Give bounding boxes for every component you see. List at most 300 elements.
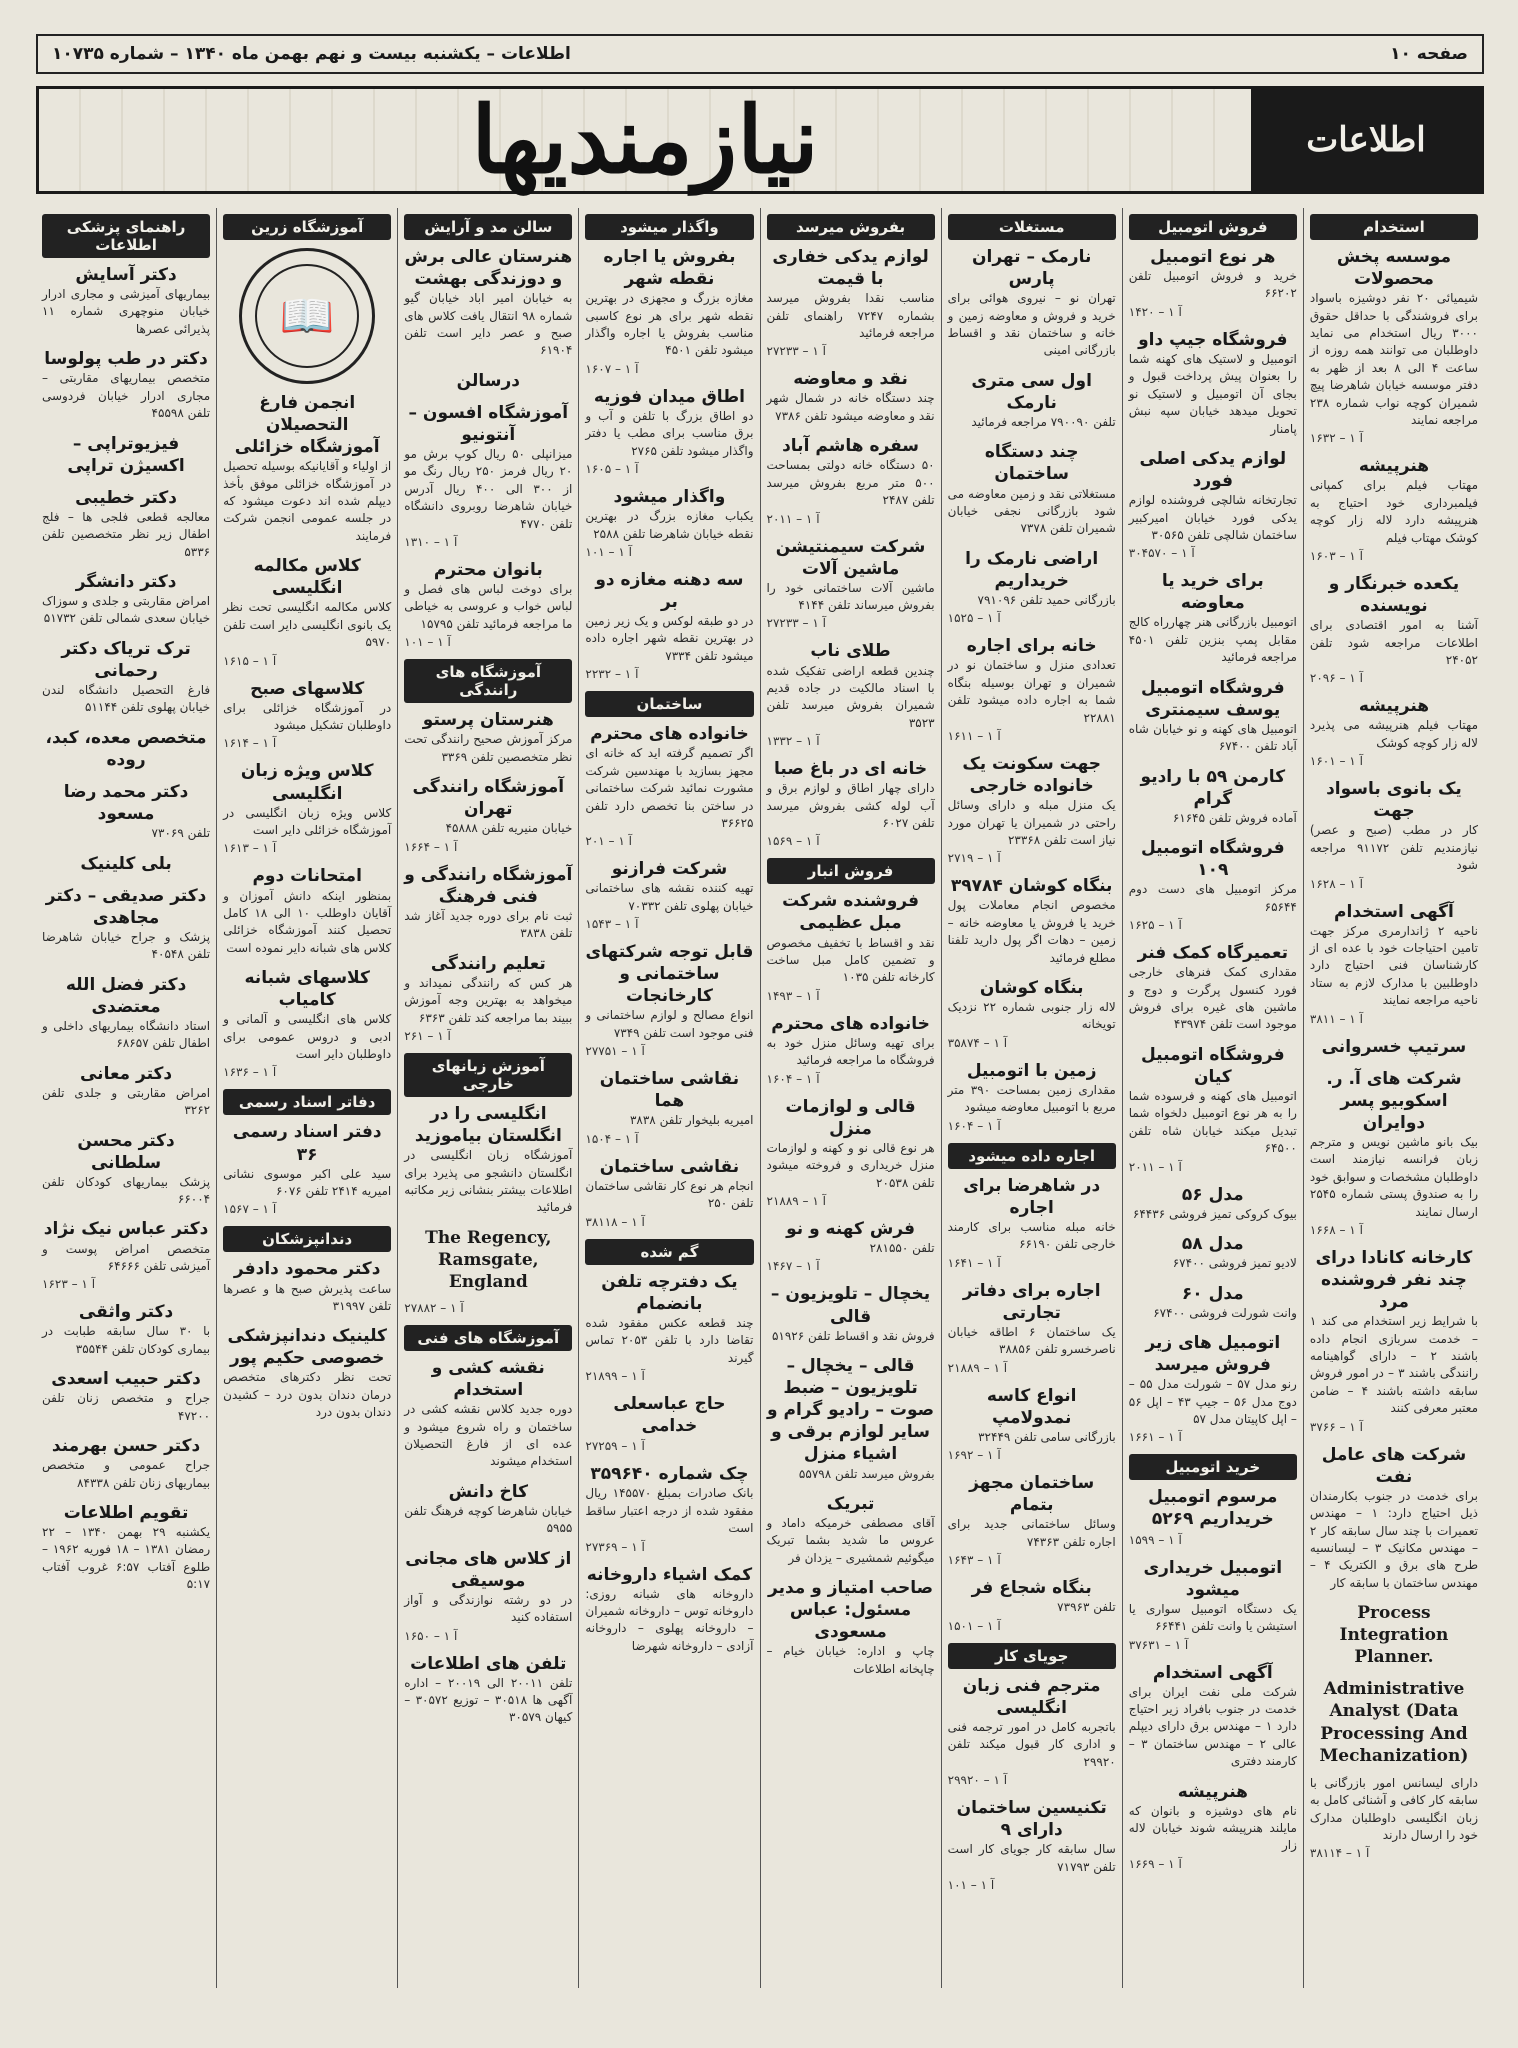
classified-ad [948,1175,1116,1270]
column-2 [1122,208,1303,1988]
ad-body: برای خدمت در جنوب بکارمندان ذیل احتیاج دارد: ۱ – مهندس تعمیرات با چند سال سابقه کار ۲ – مهندس مکانیک ۳ – لیسانسیه طرح های برق و الکتریک ۴ – مهندس ساختمان با سابقه کار [1309,1488,1478,1590]
classified-ad [1310,1444,1478,1593]
ad-reference: ۲۱۸۸۹ – آ ۱ [947,1360,1008,1375]
ad-body: بیوک کروکی تمیز فروشی ۶۴۴۳۶ [1132,1206,1297,1221]
ad-reference: ۱۶۲۳ – آ ۱ [42,1277,96,1292]
classified-ad [404,1103,572,1217]
ad-reference: ۲۷۱۹ – آ ۱ [947,851,1001,866]
ad-body: دوره جدید کلاس نقشه کشی در ساختمان و راه شروع میشود و عده ای از فارغ التحصیلان استخدام میشوند [404,1402,573,1469]
classified-ad [1310,455,1478,563]
ad-reference: ۲۰۹۶ – آ ۱ [1309,671,1363,686]
ad-title: تقویم اطلاعات [63,1502,189,1523]
ad-title: اراضی نارمک را خریداریم [965,548,1099,591]
ad-title: دفتر اسناد رسمی ۳۶ [232,1122,382,1165]
ad-body: مخصوص انجام معاملات پول خرید یا فروش یا معاوضه خانه – زمین – دهات اگر پول دارید تلفنا مطلع فرمائید [947,898,1116,965]
ad-title: فروشگاه اتومبیل یوسف سیمنتری [1140,677,1285,720]
classified-ad [1310,695,1478,768]
ad-title: فیزیوتراپی – اکسیژن تراپی [67,433,185,476]
section-heading: خرید اتومبیل [1129,1454,1297,1480]
ad-title: حاج عباسعلی خدامی [613,1394,726,1437]
ad-title: بنگاه شجاع فر [971,1578,1092,1599]
ad-body: تلفن ۷۳۹۶۳ [1057,1600,1116,1615]
classified-ad [42,264,210,338]
ad-title: Process Integration Planner. [1339,1603,1449,1668]
classified-ad [585,1068,753,1146]
ad-reference: ۳۵۸۷۴ – آ ۱ [947,1035,1008,1050]
ad-body: اتومبیل بازرگانی هنر چهارراه کالج مقابل پمپ بنزین تلفن ۴۵۰۱ مراجعه فرمائید [1128,615,1297,665]
classified-ad [404,559,572,649]
ad-reference: ۱۵۲۵ – آ ۱ [947,611,1001,626]
classified-ad [1310,1247,1478,1434]
column-3 [941,208,1122,1988]
ad-title: واگذار میشود [613,487,726,508]
column-1 [1303,208,1484,1988]
classified-ad [948,246,1116,360]
section-heading: آموزشگاه زرین [223,214,391,240]
ad-reference: ۱۵۹۹ – آ ۱ [1128,1532,1182,1547]
classified-ad [1310,573,1478,685]
ad-body: دارای لیسانس امور بازرگانی با سابقه کار کافی و آشنائی کامل به زبان انگلیسی داوطلبان مدارک خود را ارسال دارند [1309,1775,1478,1842]
classified-ad [767,1218,935,1273]
classified-ad [404,1548,572,1643]
classified-ad [223,865,391,957]
classified-ad [42,1502,210,1594]
section-heading: اجاره داده میشود [948,1143,1116,1169]
ad-body: بازرگانی حمید تلفن ۷۹۱۰۹۶ [977,592,1116,607]
ad-reference: ۱۶۹۲ – آ ۱ [947,1448,1001,1463]
ad-reference: ۱۶۶۴ – آ ۱ [404,839,458,854]
classified-ad [1129,246,1297,319]
ad-body: اتومبیل های کهنه و نو خیابان شاه آباد تلفن ۶۷۴۰۰ [1128,721,1297,754]
column-5 [578,208,759,1988]
ad-body: خیابان منیریه تلفن ۴۵۸۸۸ [445,821,573,836]
classified-ad [404,1481,572,1538]
ad-body: چند قطعه عکس مفقود شده تقاضا دارد با تلفن ۲۰۵۳ تماس گیرند [585,1315,754,1365]
ad-title: شرکت سیمنتیشن ماشین آلات [775,536,926,579]
column-7 [216,208,397,1988]
ad-body: خرید و فروش اتومبیل تلفن ۶۶۲۰۲ [1128,269,1297,301]
ad-body: یکشنبه ۲۹ بهمن ۱۳۴۰ – ۲۲ رمضان ۱۳۸۱ – ۱۸ فوریه ۱۹۶۲ – طلوع آفتاب ۶:۵۷ غروب آفتاب ۵:۱۷ [42,1525,211,1592]
classified-ad [1129,1332,1297,1444]
ad-title: کلاس ویژه زبان انگلیسی [240,761,374,804]
ad-body: تلفن ۷۹۰۰۹۰ مراجعه فرمائید [971,414,1116,429]
ad-reference: ۱۶۲۵ – آ ۱ [1128,918,1182,933]
classified-ad [223,760,391,855]
book-icon: 📖 [279,291,335,342]
ad-title: تکنیسین ساختمان دارای ۹ [956,1798,1107,1841]
ad-title: طلای ناب [810,641,891,662]
ad-title: بنگاه کوشان ۳۹۷۸۴ [950,876,1113,897]
ad-title: چند دستگاه ساختمان [984,442,1079,485]
ad-body: ۵۰ دستگاه خانه دولتی بمساحت ۵۰۰ متر مربع بفروش میرسد تلفن ۲۴۸۷ [766,458,935,508]
ad-body: چند دستگاه خانه در شمال شهر نقد و معاوضه میشود تلفن ۷۳۸۶ [766,391,935,423]
classified-ad [404,953,572,1043]
classified-ad [585,1393,753,1453]
ad-title: یک دفترچه تلفن بانضمام [601,1271,738,1314]
section-banner [36,86,1484,194]
ad-body: مقداری کمک فنرهای خارجی فورد کنسول پرگرت و دوج و ماشین های غیره برای فروش موجود است تلفن ۴۳۹۷۴ [1128,965,1297,1032]
ad-title: مدل ۵۶ [1181,1184,1244,1205]
ad-body: تهیه کننده نقشه های ساختمانی خیابان پهلوی تلفن ۷۰۳۳۲ [585,881,754,913]
ad-body: نام های دوشیزه و بانوان که مایلند هنرپیشه شوند خیابان لاله زار [1128,1803,1297,1853]
ad-body: سید علی اکبر موسوی نشانی امیریه ۲۴۱۴ تلفن ۶۰۷۶ [223,1166,392,1199]
ad-title: خانواده های محترم [590,724,749,745]
classified-ad [42,853,210,875]
ad-title: فروشگاه اتومبیل کیان [1140,1044,1285,1087]
classified-ad [1129,1486,1297,1546]
classified-ad [767,368,935,425]
ad-reference: ۲۷۲۳۳ – آ ۱ [766,344,826,359]
ad-title: دکتر معانی [79,1063,173,1084]
classified-ad [1310,1602,1478,1668]
dateline: اطلاعات – یکشنبه بیست و نهم بهمن ماه ۱۳۴۰ – شماره ۱۰۷۳۵ [52,44,571,64]
classified-ad [223,678,391,751]
ad-title: آگهی استخدام [1152,1662,1273,1683]
ad-title: هر نوع اتومبیل [1150,247,1276,267]
classified-ad [767,890,935,1002]
ad-reference: ۳۸۱۱ – آ ۱ [1309,1011,1363,1026]
page-number: صفحه ۱۰ [1390,44,1468,64]
classified-ad [948,977,1116,1050]
classified-ad [585,858,753,931]
ad-reference: ۱۳۱۰ – آ ۱ [404,534,458,549]
ad-body: ناحیه ۲ ژاندارمری مرکز جهت تامین احتیاجات خود با عده ای از کارشناسان فنی احتیاج دارد داوطلبین با مدارک لازم به ستاد ناحیه مراجعه نمایند [1309,923,1478,1008]
ad-title: دکتر خطیبی [75,487,178,508]
section-heading: آموزشگاه های رانندگی [404,659,572,703]
ad-reference: ۲۱۸۹۹ – آ ۱ [585,1369,645,1384]
ad-title: بنگاه کوشان [979,977,1084,998]
ad-title: برای خرید یا معاوضه [1161,571,1264,614]
classified-ad [1129,1233,1297,1272]
classified-ad [948,1385,1116,1463]
ad-reference: ۱۴۲۰ – آ ۱ [1128,304,1182,319]
ad-title: چک شماره ۳۵۹۶۴۰ [590,1464,749,1485]
ad-body: انجام هر نوع کار نقاشی ساختمان تلفن ۲۵۰ [585,1178,754,1211]
classified-ad [767,435,935,525]
ad-reference: ۱۰۱ – آ ۱ [947,1877,995,1892]
ad-title: هنرستان پرستو [422,710,554,731]
ad-title: سفره هاشم آباد [782,436,920,457]
classified-ad [1129,1781,1297,1871]
ad-title: دکتر حبیب اسعدی [51,1369,201,1390]
ad-reference: ۱۶۰۷ – آ ۱ [585,361,639,376]
ad-body: باتجربه کامل در امور ترجمه فنی و اداری کار قبول میکند تلفن ۲۹۹۲۰ [947,1719,1116,1769]
ad-body: انواع مصالح و لوازم ساختمانی و فنی موجود است تلفن ۷۳۴۹ [585,1008,754,1040]
ad-reference: ۲۹۹۲۰ – آ ۱ [947,1773,1008,1788]
ad-title: مدل ۵۸ [1181,1234,1244,1255]
classified-ad [1129,766,1297,828]
ad-title: قالی – یخچال – تلویزیون – ضبط صوت – رادیو گرام و سایر لوازم برقی و اشیاء منزل [767,1356,935,1465]
classified-ad [948,548,1116,626]
classified-ad [404,864,572,943]
ad-body: تلفن ۷۳۰۶۹ [151,826,211,841]
ad-reference: ۲۷۲۳۳ – آ ۱ [766,616,826,631]
section-heading: سالن مد و آرایش [404,214,572,240]
ad-title: کلینیک دندانپزشکی خصوصی حکیم پور [227,1326,387,1369]
ad-body: آشنا به امور اقتصادی برای اطلاعات مراجعه شود تلفن ۲۴۰۵۲ [1309,618,1478,667]
ad-body: در دو رشته نوازندگی و آواز استفاده کنید [404,1592,573,1625]
ad-title: خانه برای اجاره [966,636,1097,657]
classified-ad [42,727,210,771]
classified-ad [585,1463,753,1553]
classified-ad [42,638,210,717]
classified-ad [1129,1557,1297,1652]
classified-ad [42,571,210,628]
ad-reference: ۳۰۴۵۷۰ – آ ۱ [1128,546,1195,561]
classified-ad [404,776,572,854]
classified-ad [948,1472,1116,1567]
ad-body: امیریه بلیخوار تلفن ۳۸۳۸ [629,1113,754,1128]
classified-ad [767,1096,935,1208]
classified-ad [42,781,210,843]
ad-title: آگهی استخدام [1333,901,1454,922]
ad-body: مرکز آموزش صحیح رانندگی تحت نظر متخصصین تلفن ۳۳۶۹ [404,732,573,764]
section-heading: استخدام [1310,214,1478,240]
ad-reference: ۱۳۳۲ – آ ۱ [766,734,820,749]
ad-title: صاحب امتیاز و مدیر مسئول: عباس مسعودی [768,1578,934,1643]
ad-body: تهران نو – نیروی هوائی برای خرید و فروش و معاوضه زمین و خانه و ساختمان نقد و اقساط بازرگانی امینی [947,291,1116,358]
ad-reference: ۲۶۱ – آ ۱ [404,1028,451,1043]
ad-title: خانواده های محترم [771,1013,930,1034]
section-heading: گم شده [585,1239,753,1265]
dateline-bar [36,34,1484,74]
ad-reference: ۲۱۸۸۹ – آ ۱ [766,1193,826,1208]
ad-reference: ۱۶۲۸ – آ ۱ [1309,876,1363,891]
classified-ad [223,392,391,545]
ad-title: یکعده خبرنگار و نویسنده [1328,573,1460,617]
classified-ad [42,974,210,1053]
ad-body: رنو مدل ۵۷ – شورلت مدل ۵۵ – دوج مدل ۵۶ – جیپ ۴۳ – اپل ۵۶ – اپل کاپیتان مدل ۵۷ [1128,1377,1297,1426]
ad-body: آقای مصطفی خرمیکه داماد و عروس ما شدید بشما تبریک میگوئیم شمشیری – یزدان فر [766,1516,935,1565]
ad-body: پزشک بیماریهای کودکان تلفن ۶۶۰۰۴ [42,1174,211,1207]
section-heading: فروش اتومبیل [1129,214,1297,240]
ad-title: تبریک [826,1493,875,1514]
classified-ad [42,433,210,477]
ad-reference: ۳۷۶۳۱ – آ ۱ [1128,1637,1189,1652]
section-heading: دندانپزشکان [223,1226,391,1252]
ad-title: دکتر محمود دادفر [233,1259,381,1280]
ad-title: دکتر فضل الله معتضدی [65,974,187,1017]
ad-body: خانه مبله مناسب برای کارمند خارجی تلفن ۶۶۱۹۰ [947,1219,1116,1252]
ad-title: فروشگاه جیپ داو [1138,329,1288,350]
ad-body: اتومبیل و لاستیک های کهنه شما را بعنوان پیش پرداخت قبول و بجای آن اتومبیل و لاستیک نو تحویل میدهد خیابان سپه نبش پامنار [1128,351,1297,436]
ad-title: اطاق میدان فوزیه [593,386,746,407]
classified-ad [585,1564,753,1656]
ad-reference: ۱۶۰۵ – آ ۱ [585,462,639,477]
classified-ad [404,402,572,549]
ad-reference: ۳۸۱۱۸ – آ ۱ [585,1214,645,1229]
ad-title: لوازم یدکی خفاری با قیمت [772,247,929,290]
classified-ad [948,753,1116,865]
ad-reference: ۱۴۹۳ – آ ۱ [766,988,820,1003]
globe-emblem-icon [239,248,375,384]
ad-reference: ۲۰۱ – آ ۱ [585,834,632,849]
ad-body: آموزشگاه زبان انگلیسی در انگلستان دانشجو می پذیرد برای اطلاعات بیشتر بنشانی زیر مکاتبه فرمائید [404,1148,573,1215]
ad-reference: ۱۶۰۳ – آ ۱ [1309,548,1363,563]
ad-title: The Regency, Ramsgate, England [425,1227,552,1292]
ad-title: کارخانه کانادا درای چند نفر فروشنده مرد [1315,1247,1473,1313]
ad-title: دکتر در طب پولوسا [44,349,208,370]
ad-body: به خیابان امیر اباد خیابان گیو شماره ۹۸ انتقال یافت کلاس های صبح و عصر دایر است تلفن ۶۱۹۰۴ [404,291,573,358]
ad-reference: ۲۰۱۱ – آ ۱ [766,511,820,526]
ad-body: وسائل ساختمانی جدید برای اجاره تلفن ۷۴۳۶۳ [947,1517,1116,1549]
ad-body: ثبت نام برای دوره جدید آغاز شد تلفن ۳۸۳۸ [404,908,573,941]
classified-ad [585,246,753,376]
classified-ad [42,1063,210,1120]
ad-title: اتومبیل خریداری میشود [1143,1557,1283,1600]
ad-body: نقد و اقساط با تخفیف مخصوص و تضمین کامل مبل ساخت کارخانه تلفن ۱۰۳۵ [766,935,935,985]
classified-ad [1129,942,1297,1034]
ad-title: دکتر محسن سلطانی [77,1130,175,1173]
ad-title: اجاره برای دفاتر تجارتی [962,1280,1101,1323]
ad-body: بفروش میرسد تلفن ۵۵۷۹۸ [798,1466,935,1481]
classified-ad [1129,837,1297,932]
ad-title: موسسه پخش محصولات [1336,247,1451,290]
ad-title: نقشه کشی و استخدام [431,1357,545,1401]
ad-reference: ۱۶۵۰ – آ ۱ [404,1628,458,1643]
ad-body: تلفن ۲۸۱۵۵۰ [869,1241,935,1256]
ad-reference: ۳۷۶۶ – آ ۱ [1309,1419,1363,1434]
ad-body: در آموزشگاه خزائلی برای داوطلبان تشکیل میشود [223,700,392,733]
section-heading: جویای کار [948,1643,1116,1669]
ad-reference: ۱۵۶۷ – آ ۱ [223,1202,277,1217]
ad-title: دکتر حسن بهرمند [51,1436,201,1457]
classified-ad [1310,901,1478,1026]
ad-title: هنرپیشه [1177,1781,1248,1802]
ad-reference: ۱۶۱۱ – آ ۱ [947,728,1001,743]
classified-ad [1310,778,1478,890]
ad-body: شرکت ملی نفت ایران برای خدمت در جنوب بافراد زیر احتیاج دارد ۱ – مهندس برق دارای دیپلم عالی ۲ – مهندس ساختمان ۳ – کارمند دفتری [1128,1684,1297,1769]
ad-reference: ۱۶۴۱ – آ ۱ [947,1255,1001,1270]
ad-body: یک منزل مبله و دارای وسائل راحتی در شمیران یا تهران مورد نیاز است تلفن ۲۳۳۶۸ [947,798,1116,847]
ad-title: انگلیسی را در انگلستان بیاموزید [414,1103,562,1147]
ad-body: تلفن ۲۰۰۱۱ الی ۲۰۰۱۹ – اداره آگهی ها ۳۰۵۱۸ – توزیع ۳۰۵۷۲ – کیهان ۳۰۵۷۹ [404,1675,573,1725]
ad-title: بانوان محترم [433,559,543,580]
ad-title: بلی کلینیک [80,853,172,874]
ad-body: یکباب مغازه بزرگ در بهترین نقطه خیابان شاهرضا تلفن ۲۵۸۸ [585,509,754,541]
ad-reference: ۲۷۸۸۲ – آ ۱ [404,1300,464,1315]
ad-body: لادیو تمیز فروشی ۶۷۴۰۰ [1172,1256,1297,1271]
ad-body: مهتاب فیلم هنرپیشه می پذیرد لاله زار کوچه کوشک [1309,718,1478,750]
ad-title: در شاهرضا برای اجاره [963,1175,1101,1218]
classified-ad [1129,677,1297,756]
ad-title: مرسوم اتومبیل خریداریم ۵۲۶۹ [1148,1487,1278,1530]
ad-title: کارمن ۵۹ با رادیو گرام [1140,766,1286,809]
ad-title: شرکت های عامل نفت [1321,1444,1467,1487]
ad-title: آموزشگاه افسون – آنتونیو [408,402,569,445]
ad-body: میزانپلی ۵۰ ریال کوپ برش مو ۲۰ ریال فرمز ۲۵۰ ریال رنگ مو از ۳۰۰ الی ۴۰۰ ریال آدرس خیابان شاهرضا روبروی دانشگاه تلفن ۴۷۷۰ [404,447,573,531]
ad-reference: ۳۸۱۱۴ – آ ۱ [1309,1846,1370,1861]
ad-title: فروشنده شرکت مبل عظیمی [782,891,919,934]
ad-body: پزشک و جراح خیابان شاهرضا تلفن ۴۰۵۴۸ [42,929,211,962]
classified-ad [585,386,753,476]
ad-title: دکتر صدیقی – دکتر مجاهدی [45,885,207,928]
ad-reference: ۱۶۶۹ – آ ۱ [1128,1856,1182,1871]
ad-body: مغازه بزرگ و مجهزی در بهترین نقطه شهر برای هر نوع کاسبی مناسب بفروش یا اجاره واگذار میشود تلفن ۴۵۰۱ [585,291,754,358]
ad-title: کمک اشیاء داروخانه [586,1564,753,1585]
classified-ad [404,1357,572,1471]
classified-ad [223,1121,391,1216]
ad-body: کار در مطب (صبح و عصر) نیازمندیم تلفن ۹۱۱۷۲ مراجعه شود [1309,823,1478,873]
ad-body: از اولیاء و آقایانیکه بوسیله تحصیل در آموزشگاه خزائلی موفق بأخذ دیپلم شده اند دعوت میشود که در جلسه عمومی انجمن شرکت فرمایند [223,459,392,543]
ad-body: ساعت پذیرش صبح ها و عصرها تلفن ۳۱۹۹۷ [223,1281,392,1313]
ad-reference: ۱۶۶۱ – آ ۱ [1128,1430,1182,1445]
ad-body: مستغلاتی نقد و زمین معاوضه می شود بازرگانی نجفی خیابان شمیران تلفن ۷۳۷۸ [947,486,1116,536]
ad-reference: ۲۲۳۲ – آ ۱ [585,667,639,682]
classified-ad [42,1218,210,1291]
ad-body: مهتاب فیلم برای کمپانی فیلمبرداری خود احتیاج به هنرپیشه دارد لاله زار کوچه کوشک مهتاب فیلم [1309,478,1478,545]
classified-ad [42,1301,210,1358]
ad-title: آموزشگاه رانندگی و فنی فرهنگ [404,864,573,907]
ad-title: یک بانوی باسواد جهت [1326,779,1462,822]
section-heading: آموزشگاه های فنی [404,1325,572,1351]
ad-title: Administrative Analyst (Data Processing And Mechanization) [1319,1679,1469,1766]
ad-reference: ۱۵۰۱ – آ ۱ [947,1618,1001,1633]
ad-title: قالی و لوازمات منزل [785,1096,916,1139]
ad-reference: ۱۶۱۵ – آ ۱ [223,653,277,668]
ad-title: کلاسهای صبح [250,678,365,699]
classified-ad [42,885,210,964]
ad-title: انجمن فارغ التحصیلان آموزشگاه خزائلی [234,393,380,458]
ad-body: با شرایط زیر استخدام می کند ۱ – خدمت سربازی انجام داده باشند ۲ – دارای گواهینامه رانندگی باشند ۳ – در امور فروش سابقه داشته باشند ۴ – ضامن معتبر معرفی کنند [1309,1314,1478,1416]
classified-ad [1129,329,1297,438]
classified-ad [1129,570,1297,666]
ad-title: متخصص معده، کبد، روده [45,727,207,770]
classified-ad [948,1577,1116,1632]
ad-title: فروشگاه اتومبیل ۱۰۹ [1140,838,1285,881]
ad-title: هنرپیشه [1358,696,1430,717]
ad-body: مقداری زمین بمساحت ۳۹۰ متر مربع با اتومبیل معاوضه میشود [947,1082,1116,1115]
ad-title: جهت سکونت یک خانواده خارجی [962,753,1102,797]
classified-ad [1310,1068,1478,1237]
classified-ad [948,875,1116,967]
classified-ad [1310,246,1478,445]
classified-ad [948,370,1116,432]
ad-title: مدل ۶۰ [1181,1283,1244,1304]
classified-ad [223,1325,391,1421]
ad-title: سه دهنه مغازه دو بر [595,569,744,612]
ad-body: چندین قطعه اراضی تفکیک شده با اسناد مالکیت در جاده قدیم شمیران بفروش میرسد تلفن ۳۵۲۳ [766,663,935,730]
ad-title: انواع کاسه نمدولامپ [986,1385,1077,1428]
section-heading: مستغلات [948,214,1116,240]
ad-body: سال سابقه کار جویای کار است تلفن ۷۱۷۹۳ [947,1842,1116,1874]
classified-ad [767,1013,935,1086]
ad-body: کلاس های انگلیسی و آلمانی و ادبی و دروس عمومی برای داوطلبان دایر است [223,1012,392,1062]
ad-title: ساختمان مجهز بتمام [969,1473,1095,1516]
ad-body: استاد دانشگاه بیماریهای داخلی و اطفال تلفن ۶۸۶۵۷ [42,1018,211,1051]
classified-ad [1129,1184,1297,1223]
ad-reference: ۲۷۷۵۱ – آ ۱ [585,1044,645,1059]
ad-title: درسالن [456,370,520,391]
ad-title: شرکت فرازنو [611,859,728,880]
ad-title: هنرپیشه [1358,456,1430,477]
classified-ad [767,1355,935,1483]
ad-reference: ۱۶۴۳ – آ ۱ [947,1553,1001,1568]
ad-body: داروخانه های شبانه روزی: داروخانه توس – داروخانه شمیران – داروخانه پهلوی – داروخانه آزادی – داروخانه شهرضا [585,1586,754,1653]
ad-body: یک ساختمان ۶ اطاقه خیابان ناصرخسرو تلفن ۳۸۸۵۶ [947,1324,1116,1357]
ad-title: آموزشگاه رانندگی تهران [412,777,565,820]
ad-body: ماشین آلات ساختمانی خود را بفروش میرساند تلفن ۴۱۴۴ [766,580,935,613]
newspaper-page [36,34,1484,2018]
classified-ad [585,569,753,681]
classified-ad [948,441,1116,537]
classified-ad [585,486,753,559]
classified-ad [767,640,935,748]
ad-body: متخصص بیماریهای مقاربتی – مجاری ادرار خیابان فردوسی تلفن ۴۵۵۹۸ [42,371,211,421]
ad-title: نقاشی ساختمان [599,1156,740,1177]
ad-title: اول سی متری نارمک [971,370,1092,413]
classified-ad [948,1675,1116,1787]
